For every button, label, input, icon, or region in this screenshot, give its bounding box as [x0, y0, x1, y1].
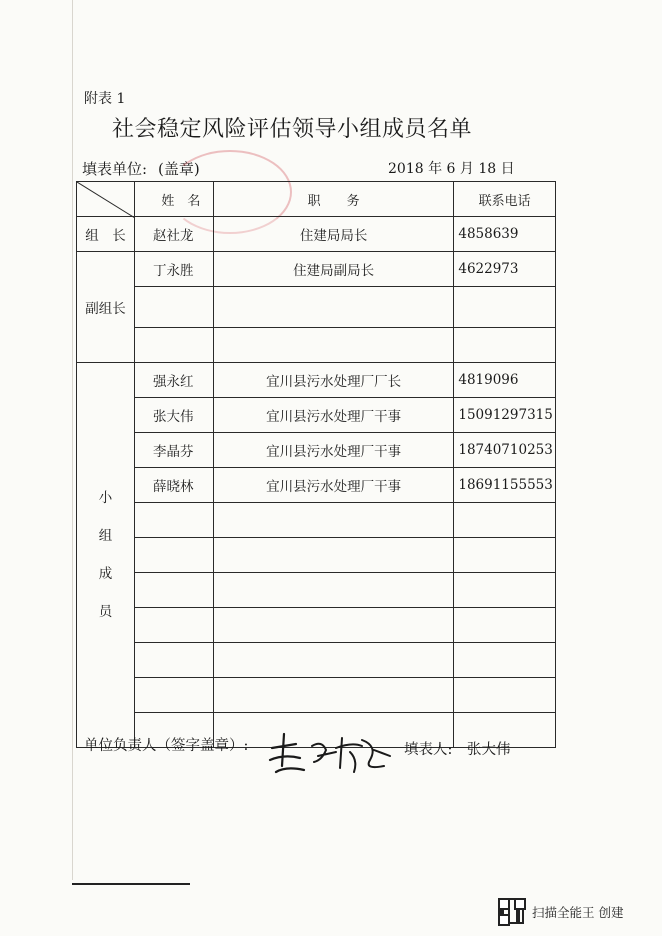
member-duty: 宜川县污水处理厂厂长 [213, 363, 454, 398]
form-date: 2018 年 6 月 18 日 [388, 161, 515, 177]
appendix-label: 附表 1 [84, 91, 126, 107]
filler-name: 张大伟 [467, 742, 511, 758]
document-title: 社会稳定风险评估领导小组成员名单 [112, 117, 473, 142]
leader-phone: 4858639 [454, 217, 556, 252]
deputy-phone: 4622973 [454, 252, 556, 287]
table-row [77, 363, 556, 398]
filler-label: 填表人: [404, 742, 453, 758]
role-members-char: 小 [98, 490, 113, 506]
member-name: 张大伟 [135, 398, 214, 433]
table-row-empty [77, 678, 556, 713]
filler-field [404, 738, 511, 759]
member-duty: 宜川县污水处理厂干事 [213, 398, 454, 433]
handwritten-signature [266, 726, 398, 780]
table-row [77, 433, 556, 468]
unit-label: 填表单位: [82, 160, 148, 178]
table-row-empty [77, 573, 556, 608]
bottom-rule [72, 883, 190, 885]
table-row-empty [77, 287, 556, 328]
member-phone: 18691155553 [454, 468, 556, 503]
member-name: 强永红 [135, 363, 214, 398]
header-duty: 职 务 [213, 182, 454, 217]
table-row [77, 217, 556, 252]
header-phone: 联系电话 [454, 182, 556, 217]
role-leader: 组 长 [77, 217, 135, 252]
roster-table [76, 181, 556, 748]
leader-name: 赵社龙 [135, 217, 214, 252]
page-margin-line [72, 0, 73, 880]
table-row [77, 252, 556, 287]
qr-code-icon [498, 898, 526, 926]
deputy-name: 丁永胜 [135, 252, 214, 287]
table-row [77, 398, 556, 433]
role-deputy: 副组长 [77, 252, 135, 363]
header-name: 姓 名 [135, 182, 214, 217]
deputy-duty: 住建局副局长 [213, 252, 454, 287]
table-row-empty [77, 328, 556, 363]
role-members-char: 员 [98, 604, 113, 620]
member-name: 李晶芬 [135, 433, 214, 468]
member-duty: 宜川县污水处理厂干事 [213, 433, 454, 468]
scanner-text: 扫描全能王 创建 [532, 905, 624, 920]
member-phone: 18740710253 [454, 433, 556, 468]
table-header-row [77, 182, 556, 217]
unit-stamp-note: (盖章) [158, 160, 200, 178]
member-phone: 15091297315 [454, 398, 556, 433]
diagonal-line [77, 182, 135, 218]
role-members-char: 成 [98, 566, 113, 582]
member-duty: 宜川县污水处理厂干事 [213, 468, 454, 503]
diagonal-header-cell [77, 182, 135, 217]
role-members [77, 363, 135, 748]
member-phone: 4819096 [454, 363, 556, 398]
responsible-person-label: 单位负责人（签字盖章）: [84, 738, 249, 754]
table-row-empty [77, 608, 556, 643]
scanner-watermark [498, 898, 623, 926]
table-row-empty [77, 643, 556, 678]
leader-duty: 住建局局长 [213, 217, 454, 252]
member-name: 薛晓林 [135, 468, 214, 503]
table-row-empty [77, 503, 556, 538]
table-row-empty [77, 538, 556, 573]
table-row [77, 468, 556, 503]
role-members-char: 组 [98, 528, 113, 544]
